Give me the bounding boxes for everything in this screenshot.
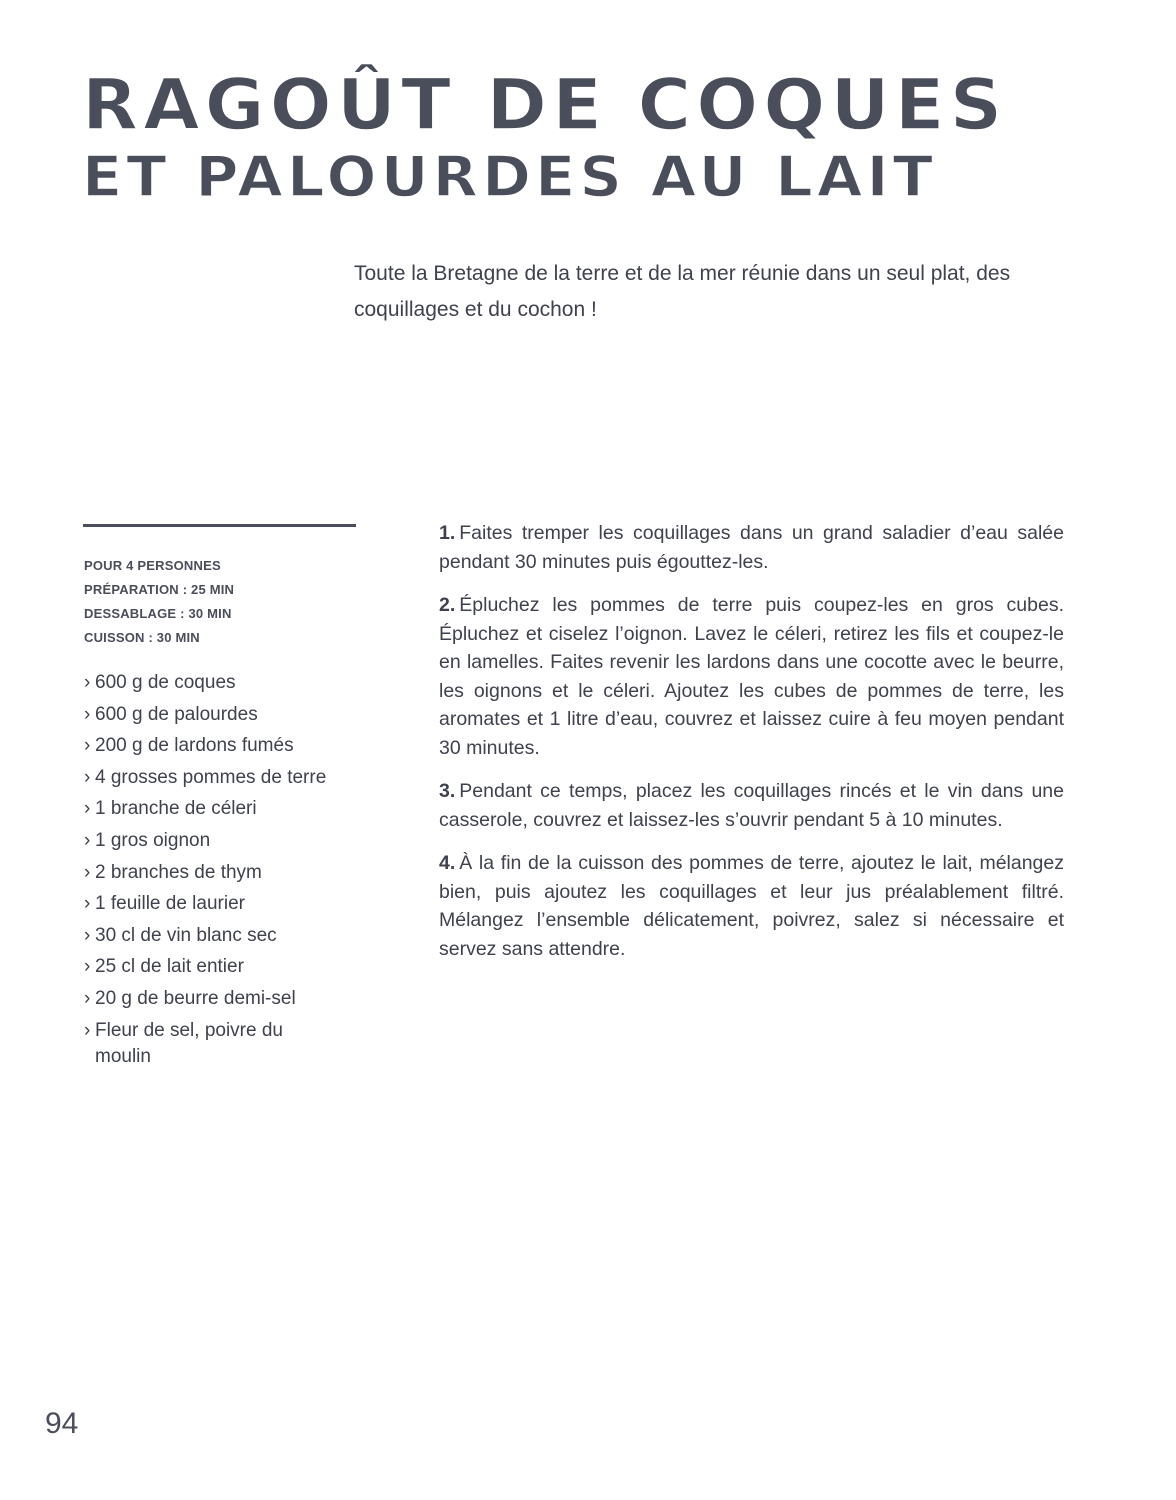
- step-number: 3.: [439, 780, 456, 802]
- step-2: [439, 591, 1064, 762]
- section-divider: [83, 524, 356, 527]
- chevron-right-icon: ›: [84, 798, 91, 820]
- ingredient-item: [84, 954, 374, 980]
- step-number: 2.: [439, 594, 456, 616]
- chevron-right-icon: ›: [84, 924, 91, 946]
- meta-preparation-time: PRÉPARATION : 25 MIN: [84, 582, 235, 597]
- step-text: Épluchez les pommes de terre puis coupez-les en gros cubes. Épluchez et ciselez l’oignon. Lavez le céleri, retirez les fils et coupez-le en lamelles. Faites revenir les lardons dans une cocotte avec le beurre, les oignons et le céleri. Ajoutez les cubes de pommes de terre, les aromates et 1 litre d’eau, couvrez et laissez cuire à feu moyen pendant 30 minutes.: [439, 594, 1064, 759]
- ingredient-text: 20 g de beurre demi-sel: [95, 987, 296, 1009]
- chevron-right-icon: ›: [84, 735, 91, 757]
- chevron-right-icon: ›: [84, 829, 91, 851]
- ingredient-text: 1 feuille de laurier: [95, 893, 245, 915]
- ingredient-item: [84, 891, 374, 917]
- ingredient-item: [84, 733, 374, 759]
- ingredient-text: 30 cl de vin blanc sec: [95, 924, 277, 946]
- ingredient-text: 600 g de coques: [95, 672, 236, 693]
- ingredient-item: [84, 702, 374, 728]
- chevron-right-icon: ›: [84, 766, 91, 788]
- recipe-title: [82, 64, 1008, 210]
- ingredient-item: [84, 796, 374, 822]
- step-4: [439, 849, 1064, 963]
- ingredient-item: [84, 828, 374, 854]
- ingredient-item: [84, 860, 374, 886]
- step-number: 1.: [439, 522, 456, 544]
- step-text: Pendant ce temps, placez les coquillages rincés et le vin dans une casserole, couvrez et laissez-les s’ouvrir pendant 5 à 10 minutes.: [439, 780, 1064, 831]
- step-text: Faites tremper les coquillages dans un grand saladier d’eau salée pendant 30 minutes puis égouttez-les.: [439, 522, 1064, 573]
- ingredient-item: [84, 1018, 284, 1070]
- ingredient-item: [84, 923, 374, 949]
- chevron-right-icon: ›: [84, 861, 91, 883]
- ingredient-item: [84, 670, 374, 696]
- recipe-intro: Toute la Bretagne de la terre et de la mer réunie dans un seul plat, des coquillages et du cochon !: [354, 262, 1011, 321]
- chevron-right-icon: ›: [84, 1019, 91, 1041]
- ingredient-text: 25 cl de lait entier: [95, 956, 244, 978]
- step-1: [439, 519, 1064, 576]
- meta-dessablage-time: DESSABLAGE : 30 MIN: [84, 606, 232, 621]
- ingredient-text: 200 g de lardons fumés: [95, 735, 294, 757]
- ingredient-text: 2 branches de thym: [95, 861, 262, 883]
- meta-servings: POUR 4 PERSONNES: [84, 558, 221, 573]
- ingredient-list: [84, 670, 374, 1075]
- recipe-title-line-2: ET PALOURDES AU LAIT: [82, 145, 938, 210]
- chevron-right-icon: ›: [84, 893, 91, 915]
- ingredient-text: 1 branche de céleri: [95, 798, 257, 820]
- chevron-right-icon: ›: [84, 703, 91, 725]
- ingredient-item: [84, 765, 374, 791]
- chevron-right-icon: ›: [84, 956, 91, 978]
- page-number: 94: [45, 1407, 79, 1440]
- chevron-right-icon: ›: [84, 987, 91, 1009]
- step-text: À la fin de la cuisson des pommes de terre, ajoutez le lait, mélangez bien, puis ajoutez les coquillages et leur jus préalablement filtré. Mélangez l’ensemble délicatement, poivrez, salez si nécessaire et servez sans attendre.: [439, 852, 1064, 960]
- ingredient-text: 1 gros oignon: [95, 829, 211, 851]
- ingredient-item: [84, 986, 374, 1012]
- recipe-meta: [84, 554, 234, 650]
- ingredient-text: Fleur de sel, poivre du moulin: [95, 1019, 283, 1067]
- step-number: 4.: [439, 852, 456, 874]
- step-3: [439, 777, 1064, 834]
- ingredient-text: 4 grosses pommes de terre: [95, 766, 327, 788]
- recipe-title-line-1: RAGOÛT DE COQUES: [82, 64, 1008, 146]
- chevron-right-icon: ›: [84, 672, 91, 693]
- ingredient-text: 600 g de palourdes: [95, 703, 258, 725]
- meta-cooking-time: CUISSON : 30 MIN: [84, 630, 200, 645]
- instruction-steps: [439, 519, 1064, 978]
